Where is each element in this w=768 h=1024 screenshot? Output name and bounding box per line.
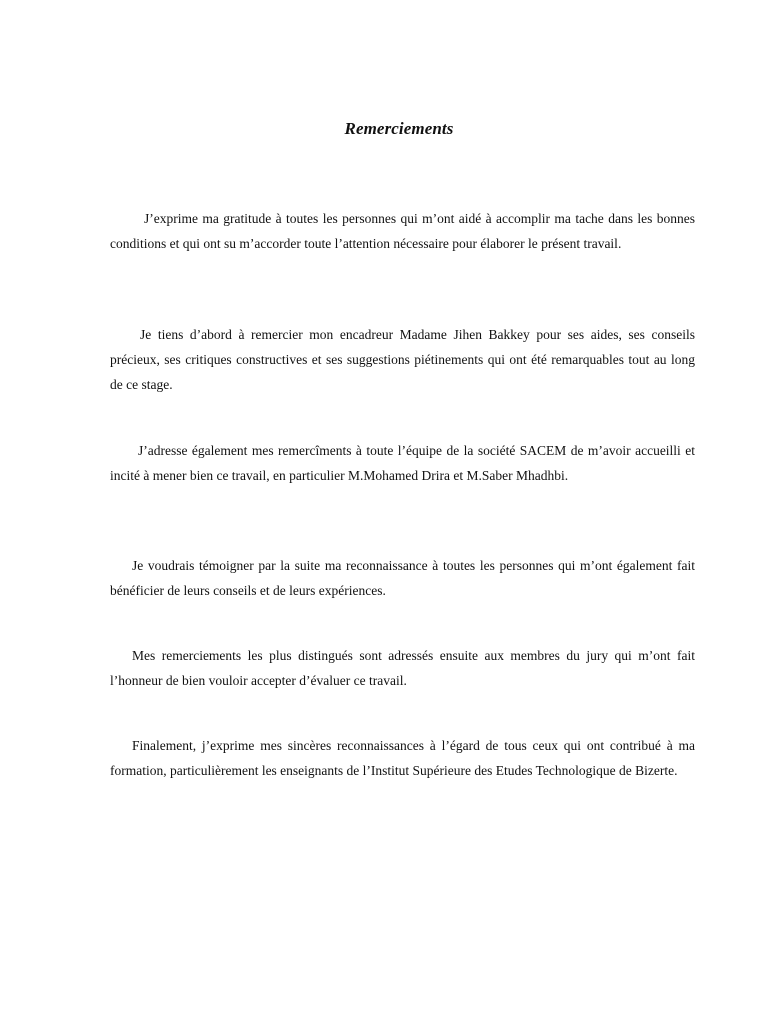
paragraph-company-team: J’adresse également mes remercîments à toute l’équipe de la société SACEM de m’avoir accueilli et incité à mener bien ce travail, en particulier M.Mohamed Drira et M.Saber Mhadhbi.: [110, 443, 695, 483]
paragraph-supervisor: Je tiens d’abord à remercier mon encadreur Madame Jihen Bakkey pour ses aides, ses conseils précieux, ses critiques constructives et ses suggestions piétinements qui ont été remarquables tout au long de ce stage.: [110, 327, 695, 392]
page-title: Remerciements: [344, 119, 454, 138]
paragraph-recognition: Je voudrais témoigner par la suite ma reconnaissance à toutes les personnes qui m’ont également fait bénéficier de leurs conseils et de leurs expériences.: [110, 558, 695, 598]
paragraph-teachers: Finalement, j’exprime mes sincères reconnaissances à l’égard de tous ceux qui ont contribué à ma formation, particulièrement les enseignants de l’Institut Supérieure des Etudes Technologique de Bizerte.: [110, 738, 695, 778]
paragraph-gratitude: J’exprime ma gratitude à toutes les personnes qui m’ont aidé à accomplir ma tache dans les bonnes conditions et qui ont su m’accorder toute l’attention nécessaire pour élaborer le présent travail.: [110, 211, 695, 251]
paragraph-jury: Mes remerciements les plus distingués sont adressés ensuite aux membres du jury qui m’ont fait l’honneur de bien vouloir accepter d’évaluer ce travail.: [110, 648, 695, 688]
